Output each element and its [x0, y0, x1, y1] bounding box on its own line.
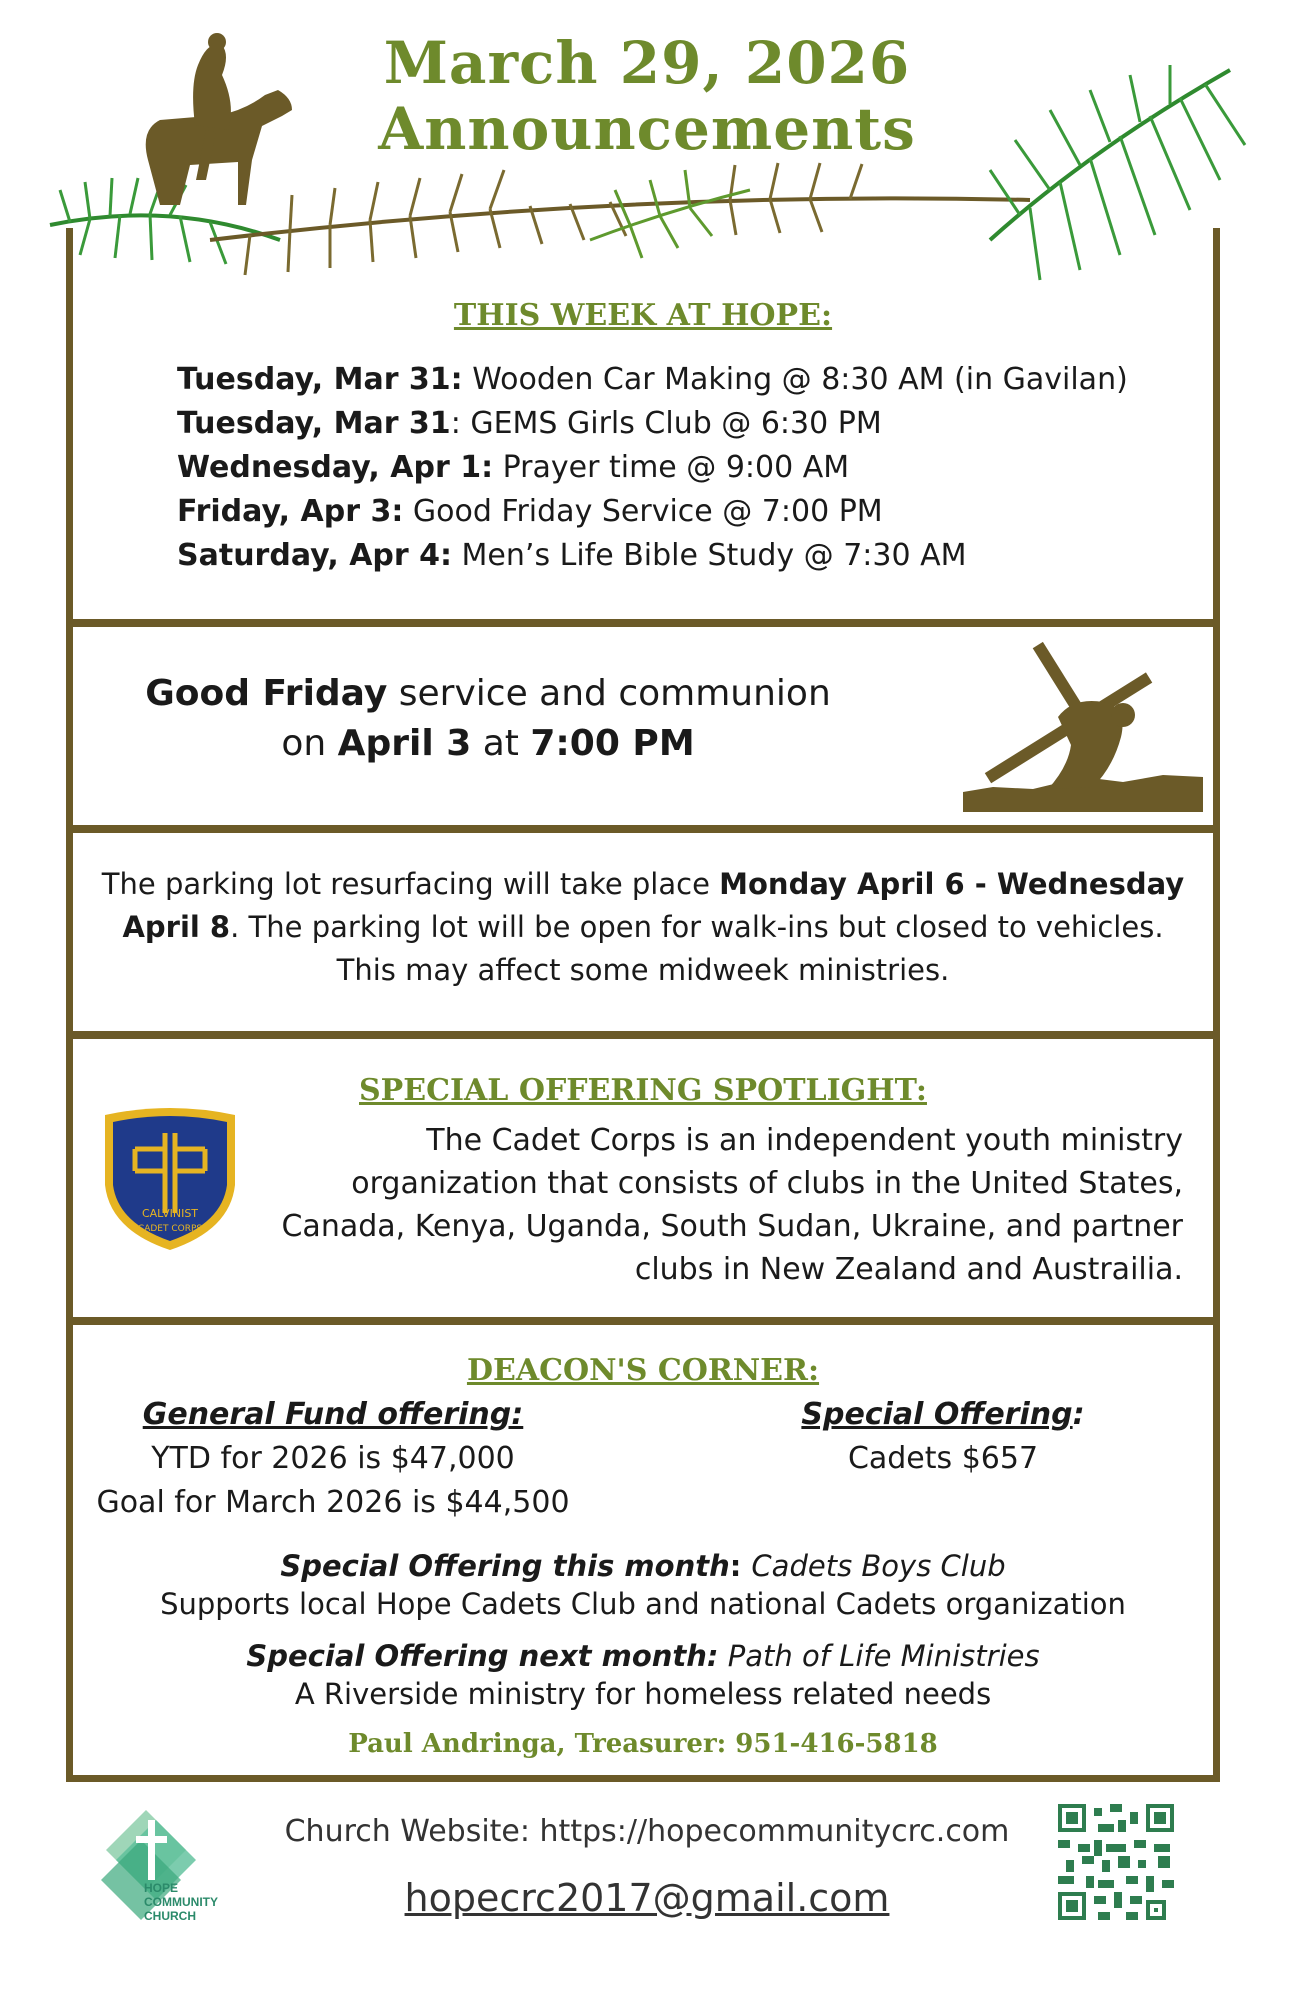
title-date: March 29, 2026 — [383, 29, 911, 97]
next-month-block: Special Offering next month: Path of Life Ministries A Riverside ministry for homeless related needs — [73, 1637, 1213, 1713]
schedule-item: Tuesday, Mar 31: GEMS Girls Club @ 6:30 PM — [177, 406, 882, 441]
good-friday-section — [66, 620, 1220, 832]
parking-section — [66, 826, 1220, 1038]
this-week-heading: THIS WEEK AT HOPE: — [453, 298, 833, 333]
logo-text-3: CHURCH — [144, 1909, 196, 1923]
page-title — [0, 30, 1294, 162]
qr-code-icon[interactable] — [1058, 1804, 1174, 1920]
this-month-block: Special Offering this month: Cadets Boys Club Supports local Hope Cadets Club and national Cadets organization — [73, 1547, 1213, 1623]
good-friday-text: Good Friday service and communion on April 3 at 7:00 PM — [145, 673, 831, 764]
general-fund-block — [83, 1393, 583, 1525]
this-week-section — [66, 228, 1220, 626]
schedule-item: Tuesday, Mar 31: Wooden Car Making @ 8:30 AM (in Gavilan) — [177, 362, 1128, 397]
badge-text-bottom: CADET CORPS — [137, 1224, 203, 1234]
logo-text-1: HOPE — [144, 1881, 179, 1895]
spotlight-heading: SPECIAL OFFERING SPOTLIGHT: — [359, 1073, 927, 1108]
general-fund-title: General Fund offering: — [142, 1397, 524, 1432]
title-announcements: Announcements — [378, 95, 916, 163]
this-month-desc: Supports local Hope Cadets Club and national Cadets organization — [160, 1587, 1126, 1621]
spotlight-section — [66, 1032, 1220, 1324]
cross-bearer-icon — [953, 627, 1213, 817]
treasurer-line: Paul Andringa, Treasurer: 951-416-5818 — [348, 1729, 938, 1759]
goal-value: Goal for March 2026 is $44,500 — [96, 1485, 570, 1520]
email-link[interactable]: hopecrc2017@gmail.com — [404, 1876, 890, 1920]
badge-text-top: CALVINIST — [141, 1207, 199, 1220]
next-month-desc: A Riverside ministry for homeless related needs — [294, 1677, 992, 1711]
deacon-heading: DEACON'S CORNER: — [466, 1353, 820, 1388]
schedule-list — [177, 358, 1128, 578]
website-text[interactable]: Church Website: https://hopecommunitycrc.com — [284, 1814, 1010, 1849]
logo-text-2: COMMUNITY — [144, 1895, 218, 1909]
spotlight-text: The Cadet Corps is an independent youth ministry organization that consists of clubs in the United States, Canada, Kenya, Uganda, South Sudan, Ukraine, and partner clubs in New Zealand and Austrailia. — [281, 1123, 1183, 1287]
schedule-item: Friday, Apr 3: Good Friday Service @ 7:00 PM — [177, 494, 883, 529]
parking-text: The parking lot resurfacing will take place Monday April 6 - Wednesday April 8. The parking lot will be open for walk-ins but closed to vehicles. This may affect some midweek ministries. — [101, 867, 1185, 987]
special-offering-title: Special Offering — [801, 1397, 1073, 1432]
schedule-item: Wednesday, Apr 1: Prayer time @ 9:00 AM — [177, 450, 850, 485]
special-offering-value: Cadets $657 — [847, 1441, 1039, 1476]
special-offering-block: Special Offering: Cadets $657 — [773, 1393, 1113, 1481]
deacon-section — [66, 1318, 1220, 1782]
cadet-corps-badge-icon — [95, 1105, 245, 1255]
ytd-value: YTD for 2026 is $47,000 — [151, 1441, 515, 1476]
schedule-item: Saturday, Apr 4: Men’s Life Bible Study @ 7:30 AM — [177, 538, 967, 573]
